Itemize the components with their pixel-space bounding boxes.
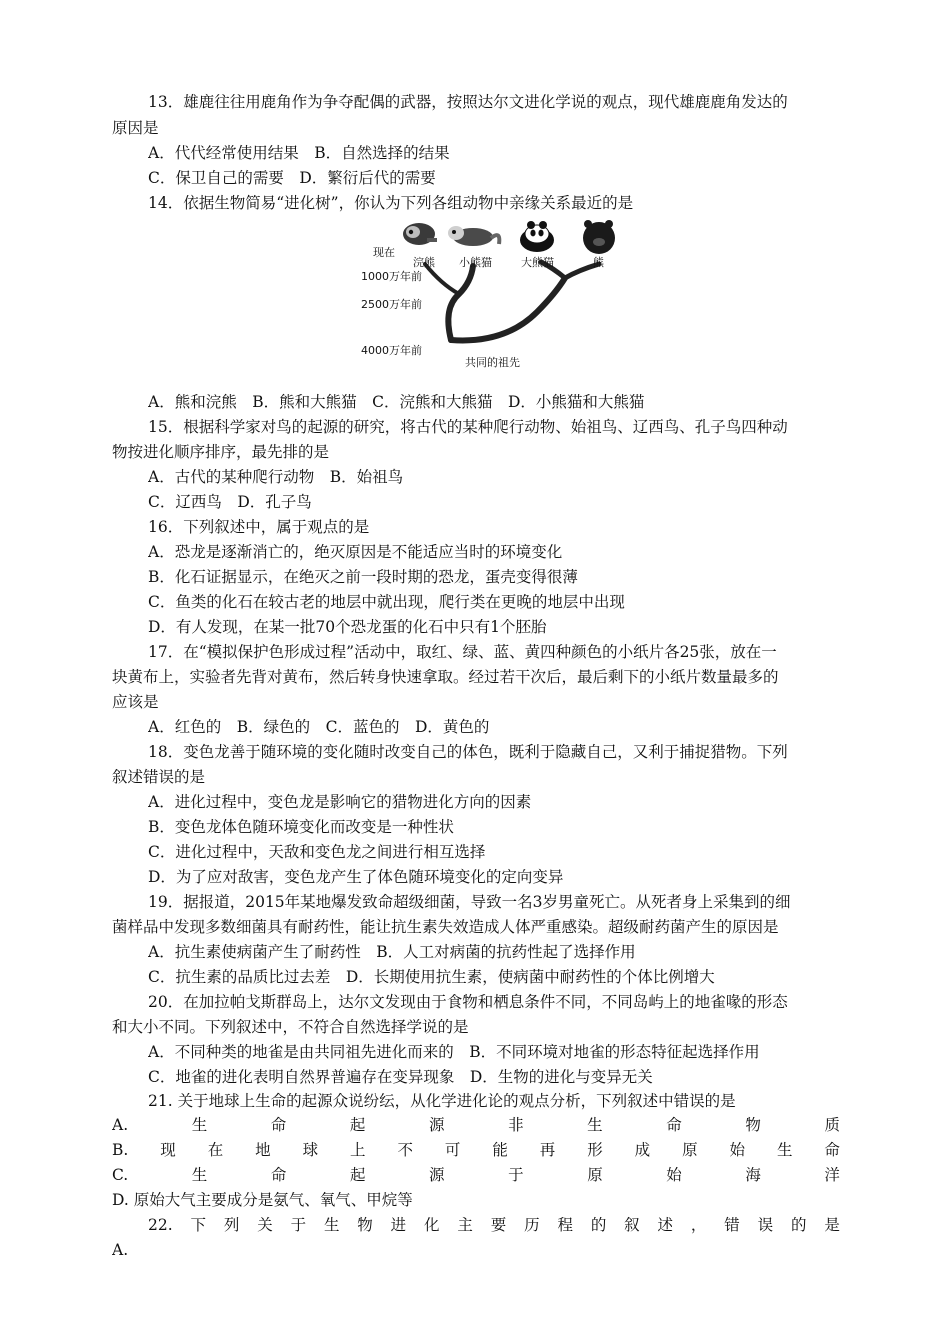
q18-option-c: C．进化过程中，天敌和变色龙之间进行相互选择 (148, 843, 486, 861)
q21-c-char: 起 (349, 1166, 366, 1184)
q19-stem-line2: 菌样品中发现多数细菌具有耐药性，能让抗生素失效造成人体严重感染。超级耐药菌产生的原因是 (112, 918, 779, 936)
q19-stem-line1: 19．据报道，2015年某地爆发致命超级细菌，导致一名3岁男童死亡。从死者身上采集到的细 (148, 893, 791, 911)
q18-stem-line2: 叙述错误的是 (112, 768, 206, 786)
q22-stem-char: 述 (657, 1216, 674, 1234)
q21-option-d: D. 原始大气主要成分是氨气、氧气、甲烷等 (112, 1191, 413, 1209)
q20-stem-line1: 20．在加拉帕戈斯群岛上，达尔文发现由于食物和栖息条件不同，不同岛屿上的地雀喙的形态 (148, 993, 788, 1011)
q21-b-char: 可 (444, 1141, 461, 1159)
q21-option-a (112, 1112, 840, 1138)
q22-stem-char: 关 (257, 1216, 273, 1234)
q21-c-char: 洋 (824, 1166, 840, 1184)
red-panda-image (448, 226, 499, 246)
tree-branch-left (448, 266, 473, 340)
raccoon-image (403, 223, 437, 245)
q21-c-char: 于 (508, 1166, 524, 1184)
q21-b-char: 命 (824, 1141, 840, 1159)
q22-stem-char: 主 (457, 1216, 473, 1234)
q21-c-char: C. (112, 1166, 129, 1184)
time-label-25m: 2500万年前 (361, 298, 422, 311)
giant-panda-image (520, 221, 554, 252)
q21-c-char: 生 (191, 1166, 208, 1184)
q19-options-ab: A．抗生素使病菌产生了耐药性 B．人工对病菌的抗药性起了选择作用 (148, 943, 636, 961)
q21-a-char: 源 (428, 1116, 445, 1134)
time-label-now: 现在 (373, 246, 395, 259)
q22-stem-char: 要 (490, 1216, 507, 1234)
q16-option-a: A．恐龙是逐渐消亡的，绝灭原因是不能适应当时的环境变化 (148, 543, 563, 561)
q14-options: A．熊和浣熊 B．熊和大熊猫 C．浣熊和大熊猫 D．小熊猫和大熊猫 (148, 393, 645, 411)
q18-option-d: D．为了应对敌害，变色龙产生了体色随环境变化的定向变异 (148, 868, 564, 886)
q21-c-char: 海 (745, 1166, 761, 1184)
q22-stem-char: 程 (557, 1216, 573, 1234)
q22-stem-char: 的 (790, 1216, 807, 1234)
q20-options-cd: C．地雀的进化表明自然界普遍存在变异现象 D．生物的进化与变异无关 (148, 1068, 653, 1086)
q21-c-char: 源 (429, 1166, 445, 1184)
q22-stem-char: 生 (323, 1216, 340, 1234)
q22-stem-char: 错 (724, 1216, 740, 1234)
q22-stem-char: 叙 (624, 1216, 640, 1234)
q21-a-char: 质 (824, 1116, 840, 1134)
q21-option-c (112, 1162, 840, 1188)
q21-c-char: 原 (587, 1166, 603, 1184)
q22-stem-char: 化 (424, 1216, 440, 1234)
q21-b-char: 在 (207, 1141, 224, 1159)
q13-options-ab: A．代代经常使用结果 B．自然选择的结果 (148, 144, 450, 162)
q21-b-char: 球 (302, 1141, 319, 1159)
q13-stem-line1: 13．雄鹿往往用鹿角作为争夺配偶的武器，按照达尔文进化学说的观点，现代雄鹿鹿角发达的 (148, 93, 788, 111)
q16-option-b: B．化石证据显示，在绝灭之前一段时期的恐龙，蛋壳变得很薄 (148, 568, 578, 586)
q21-b-char: 原 (682, 1141, 698, 1159)
q19-options-cd: C．抗生素的品质比过去差 D．长期使用抗生素，使病菌中耐药性的个体比例增大 (148, 968, 715, 986)
q16-option-d: D．有人发现，在某一批70个恐龙蛋的化石中只有1个胚胎 (148, 618, 547, 636)
q22-stem (148, 1212, 840, 1238)
q21-a-char: 命 (666, 1116, 682, 1134)
q21-b-char: 能 (492, 1141, 508, 1159)
q22-stem-char: 历 (524, 1216, 540, 1234)
animal-label-raccoon: 浣熊 (413, 256, 435, 269)
evolution-tree-svg (355, 208, 615, 378)
q16-stem: 16．下列叙述中，属于观点的是 (148, 518, 370, 536)
q22-stem-char: 列 (223, 1216, 240, 1234)
q21-b-char: 地 (255, 1141, 271, 1159)
q17-stem-line1: 17．在“模拟保护色形成过程”活动中，取红、绿、蓝、黄四种颜色的小纸片各25张，放在一 (148, 643, 777, 661)
q21-option-b (112, 1137, 840, 1163)
q21-b-char: 形 (587, 1141, 603, 1159)
q21-a-char: 命 (270, 1116, 287, 1134)
q22-stem-char: 的 (590, 1216, 607, 1234)
q21-a-char: 起 (349, 1116, 366, 1134)
q17-stem-line3: 应该是 (112, 693, 159, 711)
q15-stem-line1: 15．根据科学家对鸟的起源的研究，将古代的某种爬行动物、始祖鸟、辽西鸟、孔子鸟四种动 (148, 418, 788, 436)
time-label-40m: 4000万年前 (361, 344, 422, 357)
q13-stem-line2: 原因是 (112, 119, 159, 137)
q15-options-ab: A．古代的某种爬行动物 B．始祖鸟 (148, 468, 404, 486)
q15-options-cd: C．辽西鸟 D．孔子鸟 (148, 493, 312, 511)
q17-stem-line2: 块黄布上，实验者先背对黄布，然后转身快速拿取。经过若干次后，最后剩下的小纸片数量最多的 (112, 668, 779, 686)
q21-a-char: 生 (191, 1116, 208, 1134)
q18-stem-line1: 18．变色龙善于随环境的变化随时改变自己的体色，既利于隐藏自己，又利于捕捉猎物。下列 (148, 743, 788, 761)
q21-c-char: 始 (666, 1166, 682, 1184)
q20-stem-line2: 和大小不同。下列叙述中，不符合自然选择学说的是 (112, 1018, 469, 1036)
bear-image (583, 220, 615, 254)
q22-option-a: A. (112, 1241, 129, 1259)
q21-b-char: B. (112, 1141, 129, 1159)
q21-b-char: 再 (539, 1141, 556, 1159)
q21-b-char: 生 (776, 1141, 793, 1159)
evolution-tree-figure (355, 208, 615, 378)
q15-stem-line2: 物按进化顺序排序，最先排的是 (112, 443, 330, 461)
q21-a-char: 非 (508, 1116, 524, 1134)
q22-stem-char: 物 (357, 1216, 373, 1234)
animal-label-bear: 熊 (593, 256, 604, 269)
q21-b-char: 始 (729, 1141, 746, 1159)
q22-stem-char: 于 (290, 1216, 307, 1234)
q21-b-char: 成 (634, 1141, 651, 1159)
q20-options-ab: A．不同种类的地雀是由共同祖先进化而来的 B．不同环境对地雀的形态特征起选择作用 (148, 1043, 760, 1061)
q21-c-char: 命 (270, 1166, 287, 1184)
q21-a-char: 物 (745, 1116, 761, 1134)
q22-stem-char: 是 (824, 1216, 840, 1234)
q22-stem-char: 误 (757, 1216, 774, 1234)
q13-options-cd: C．保卫自己的需要 D．繁衍后代的需要 (148, 169, 436, 187)
q22-stem-char: ， (690, 1216, 707, 1234)
q22-stem-char: 进 (390, 1216, 407, 1234)
q21-b-char: 上 (350, 1141, 366, 1159)
q21-b-char: 现 (160, 1141, 176, 1159)
animal-label-red-panda: 小熊猫 (459, 256, 492, 269)
q16-option-c: C．鱼类的化石在较古老的地层中就出现，爬行类在更晚的地层中出现 (148, 593, 625, 611)
q21-a-char: A. (112, 1116, 129, 1134)
ancestor-label: 共同的祖先 (465, 356, 520, 369)
q17-options: A．红色的 B．绿色的 C．蓝色的 D．黄色的 (148, 718, 490, 736)
q22-stem-char: 22. (148, 1216, 173, 1234)
q18-option-b: B．变色龙体色随环境变化而改变是一种性状 (148, 818, 454, 836)
q18-option-a: A．进化过程中，变色龙是影响它的猎物进化方向的因素 (148, 793, 532, 811)
q21-stem: 21. 关于地球上生命的起源众说纷纭，从化学进化论的观点分析，下列叙述中错误的是 (148, 1092, 736, 1110)
q14-stem: 14．依据生物简易“进化树”，你认为下列各组动物中亲缘关系最近的是 (148, 194, 634, 212)
q22-stem-char: 下 (190, 1216, 207, 1234)
q21-b-char: 不 (397, 1141, 413, 1159)
q21-a-char: 生 (587, 1116, 603, 1134)
time-label-10m: 1000万年前 (361, 270, 422, 283)
animal-label-giant-panda: 大熊猫 (521, 256, 554, 269)
